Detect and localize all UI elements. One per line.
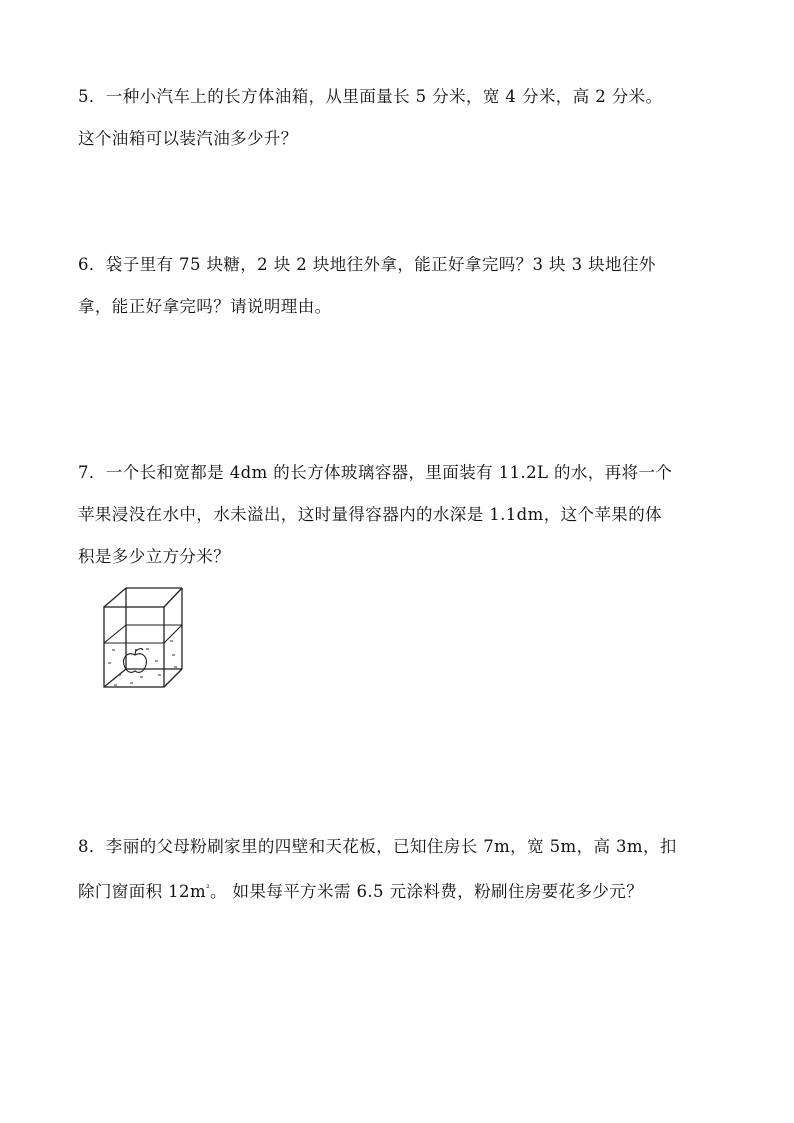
problem-6-line-2: 拿，能正好拿完吗？请说明理由。 [78,297,332,316]
problem-6-line-1: 6．袋子里有 75 块糖，2 块 2 块地往外拿，能正好拿完吗？3 块 3 块地往外 [78,255,656,274]
problem-8-line-1: 8．李丽的父母粉刷家里的四壁和天花板，已知住房长 7m，宽 5m，高 3m，扣 [78,837,677,856]
container-box [104,588,182,687]
problem-7-line-2: 苹果浸没在水中，水未溢出，这时量得容器内的水深是 1.1dm，这个苹果的体 [78,505,662,524]
problem-7-line-1: 7．一个长和宽都是 4dm 的长方体玻璃容器，里面装有 11.2L 的水，再将一个 [78,463,673,482]
superscript-two: ² [206,884,211,894]
problem-8-line-2b: 。 如果每平方米需 6.5 元涂料费，粉刷住房要花多少元？ [210,882,644,901]
problem-7-line-3: 积是多少立方分米？ [78,547,231,566]
problem-5-line-1: 5．一种小汽车上的长方体油箱，从里面量长 5 分米，宽 4 分米，高 2 分米。 [78,87,663,106]
problem-5-line-2: 这个油箱可以装汽油多少升？ [78,129,298,148]
apple-in-container-figure [100,585,186,691]
problem-8-line-2 [78,879,643,902]
water-surface [104,625,182,643]
water-dashes [108,641,177,685]
problem-8-line-2a: 除门窗面积 12m [78,882,206,901]
